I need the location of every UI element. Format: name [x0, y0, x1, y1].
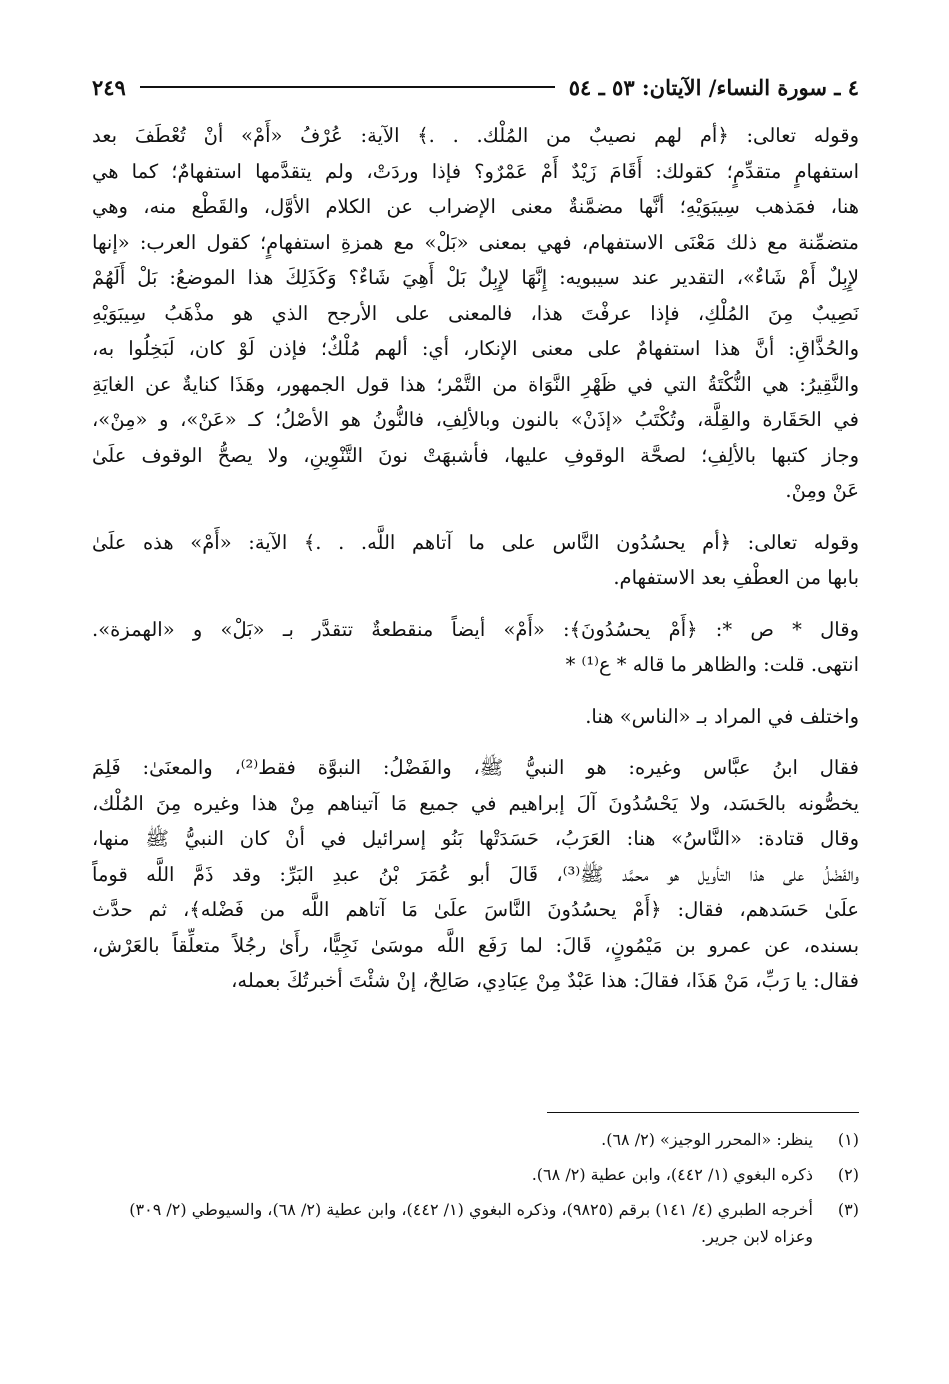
- text-line: فقال: يا رَبِّ، مَنْ هَذَا، فقالَ: هذا عَبْدٌ مِنْ عِبَادِي، صَالِحٌ، إنْ شئْتَ أخبرتُكَ بعمله،: [231, 969, 859, 992]
- text-line: بسنده، عن عمرو بن مَيْمُونٍ، قَالَ: لما رَفَع اللَّه موسَىٰ نَجِيًّا، رأَىٰ رجُلاً متعلِّقاً بالعَرْش،: [92, 933, 859, 957]
- text-line: بابها من العطْفِ بعد الاستفهام.: [613, 566, 859, 589]
- footnote-divider: [547, 1112, 859, 1113]
- footnote-text: أخرجه الطبري (٤/ ١٤١) برقم (٩٨٢٥)، وذكره البغوي (١/ ٤٤٢)، وابن عطية (٢/ ٦٨)، والسيوطي (٢/ ٣٠٩) وعزاه لابن جرير.: [129, 1200, 813, 1246]
- paragraph: [92, 699, 859, 735]
- text-line: نَصِيبٌ مِنَ المُلْكِ، فإذا عرفْتَ هذا، فالمعنى على الأرجح الذي هو مذْهَبُ سِيبَوَيْهِ: [92, 301, 859, 325]
- footnote: [92, 1161, 859, 1188]
- footnote: [92, 1126, 859, 1153]
- paragraph: [92, 118, 859, 509]
- text-line: في الحَقَارة والقِلَّة، وتُكْتَبُ «إذَنْ» بالنون وبالألِفِ، فالنُّونُ هو الأصْلُ؛ كـ «عَنْ»، و «مِنْ»،: [92, 408, 859, 431]
- footnote-number: (١): [837, 1130, 859, 1149]
- page-number: ٢٤٩: [92, 74, 126, 100]
- text-line: هنا، فمَذهب سِيبَوَيْهِ؛ أنَّها مضمَّنةٌ معنى الإضراب عن الكلام الأوَّل، والقَطْع منه، وهي: [92, 195, 859, 218]
- footnote-number: (٢): [837, 1165, 859, 1184]
- text-line: علَىٰ حَسَدهم، فقال: ﴿أَمْ يحسُدُونَ النَّاسَ علَىٰ مَا آتاهم اللَّه من فَضْله﴾، ثم حدَّث: [92, 898, 859, 921]
- footnotes: [92, 1126, 859, 1258]
- text-line: انتهى. قلت: والظاهر ما قاله * ع⁽¹⁾ *: [565, 653, 859, 676]
- text-line: استفهامٍ متقدِّمٍ؛ كقولك: أَقَامَ زَيْدٌ أَمْ عَمْرٌو؟ فإذا وردَتْ، ولم يتقدَّمها استفهامٌ؛ كما هي: [92, 159, 859, 183]
- text-line: وقوله تعالى: ﴿أم لهم نصيبٌ من المُلْك. . .﴾ الآية: عُرْفُ «أَمْ» أنْ تُعْطَفَ بعد: [92, 124, 859, 147]
- running-header: [92, 70, 859, 104]
- footnote-text: ذكره البغوي (١/ ٤٤٢)، وابن عطية (٢/ ٦٨).: [531, 1165, 813, 1184]
- text-line: وقال * ص *: ﴿أَمْ يحسُدُونَ﴾: «أَمْ» أيضاً منقطعةٌ تتقدَّر بـ «بَلْ» و «الهمزة».: [92, 617, 859, 641]
- text-line: متضمِّنة مع ذلك مَعْنَى الاستفهام، فهي بمعنى «بَلْ» مع همزةِ استفهامٍ؛ كقول العرب: «إنها: [92, 230, 859, 254]
- text-line: واختلف في المراد بـ «الناس» هنا.: [585, 704, 859, 728]
- text-line: والفَضْلُ على هذا التأويل هو محمَّد ﷺ⁽³⁾، قَالَ أبو عُمَرَ بْنُ عبدِ البَرِّ: وقد ذَمَّ اللَّه قوماً: [92, 862, 859, 886]
- text-line: عَنْ ومِنْ.: [785, 479, 859, 502]
- header-title: ٤ ـ سورة النساء/ الآيتان: ٥٣ ـ ٥٤: [568, 74, 859, 100]
- text-line: والنَّقِيرُ: هي النُّكْتَةُ التي في ظَهْرِ النَّوَاة من التَّمْر؛ هذا قول الجمهور، وهَذَا كنايةٌ عن الغايَةِ: [92, 372, 859, 396]
- text-line: وقال قتادة: «النَّاسُ» هنا: العَرَبُ، حَسَدَتْها بَنُو إسرائيل في أنْ كان النبيُّ ﷺ منها،: [92, 827, 859, 850]
- text-line: وقوله تعالى: ﴿أم يحسُدُون النَّاس على ما آتاهم اللَّه. . .﴾ الآية: «أَمْ» هذه علَىٰ: [92, 530, 859, 554]
- text-line: فقال ابنُ عبَّاس وغيره: هو النبيُّ ﷺ، والفَضْلُ: النبوَّة فقط⁽²⁾، والمعنَىٰ: فَلِمَ: [92, 756, 859, 779]
- footnote: [92, 1196, 859, 1250]
- header-rule: [140, 86, 555, 88]
- text-line: وجاز كتبها بالألِفِ؛ لصحَّة الوقوفِ عليها، فأشبهَتْ نونَ التَّنْوِينِ، ولا يصحُّ الوقوف علَىٰ: [92, 443, 859, 467]
- main-text: [92, 118, 859, 1015]
- paragraph: [92, 525, 859, 596]
- text-line: يخصُّونه بالحَسَد، ولا يَحْسُدُونَ آلَ إبراهيم في جميع مَا آتيناهم مِنْ هذا وغيره مِنَ المُلْك،: [92, 791, 859, 815]
- paragraph: [92, 750, 859, 999]
- text-line: لإِبِلٌ أَمْ شَاءٌ»، التقدير عند سيبويه: إِنَّهَا لإِبِلٌ بَلْ أَهِيَ شَاءٌ؟ وَكَذَلِكَ هذا الموضعُ: بَلْ أَلَهُمْ: [92, 266, 859, 289]
- footnote-number: (٣): [837, 1200, 859, 1219]
- text-line: والحُذَّاقِ: أنَّ هذا استفهامٌ على معنى الإنكار، أي: ألهم مُلْكٌ؛ فإذن لَوْ كان، لَبَخِلُوا به،: [92, 337, 859, 360]
- footnote-text: ينظر: «المحرر الوجيز» (٢/ ٦٨).: [601, 1130, 813, 1149]
- paragraph: [92, 612, 859, 683]
